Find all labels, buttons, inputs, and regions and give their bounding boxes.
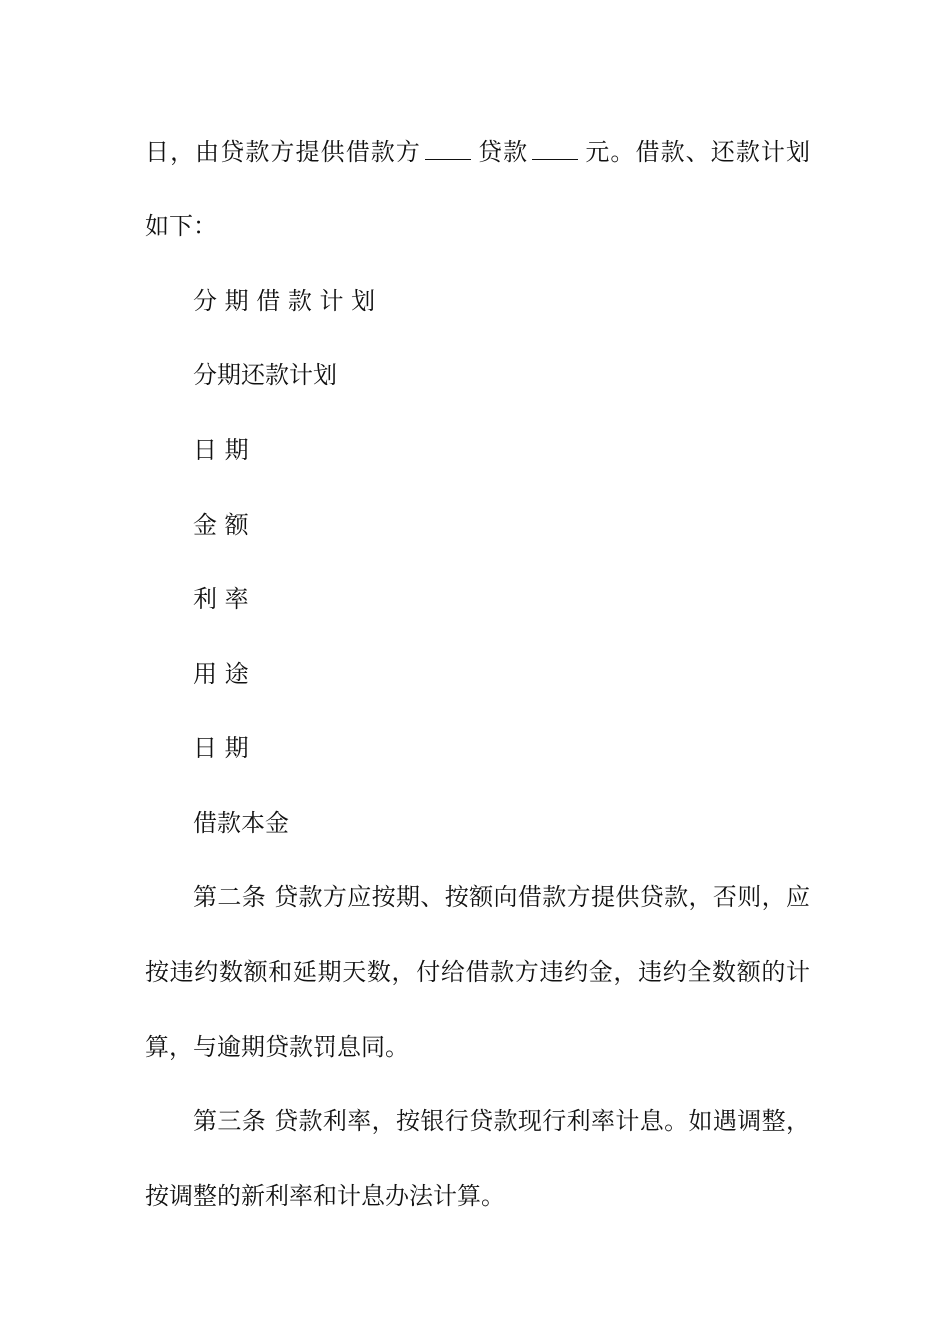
article2-line3: 算，与逾期贷款罚息同。	[145, 1033, 409, 1061]
blank-borrower	[425, 137, 471, 160]
intro-text-part2: 贷款	[476, 138, 529, 166]
article3-line1: 第三条 贷款利率，按银行贷款现行利率计息。如遇调整，	[193, 1107, 810, 1135]
article3-line2: 按调整的新利率和计息办法计算。	[145, 1182, 505, 1210]
plan-item-principal: 借款本金	[193, 809, 289, 837]
plan-item-amount: 金 额	[193, 511, 249, 539]
repay-plan-title: 分期还款计划	[193, 361, 337, 389]
plan-item-date: 日 期	[193, 436, 249, 464]
paragraph-loan-intro-line2: 如下：	[145, 212, 217, 240]
plan-item-rate: 利 率	[193, 585, 249, 613]
article2-line2: 按违约数额和延期天数，付给借款方违约金，违约全数额的计	[145, 958, 810, 986]
paragraph-loan-intro-line1	[145, 136, 810, 168]
intro-text-part1: 日，由贷款方提供借款方	[145, 138, 421, 166]
blank-amount	[532, 137, 578, 160]
article2-line1: 第二条 贷款方应按期、按额向借款方提供贷款，否则，应	[193, 883, 810, 911]
plan-item-date-2: 日 期	[193, 734, 249, 762]
plan-item-purpose: 用 途	[193, 660, 249, 688]
loan-plan-title: 分 期 借 款 计 划	[193, 287, 376, 315]
intro-text-part3: 元。借款、还款计划	[584, 138, 811, 166]
